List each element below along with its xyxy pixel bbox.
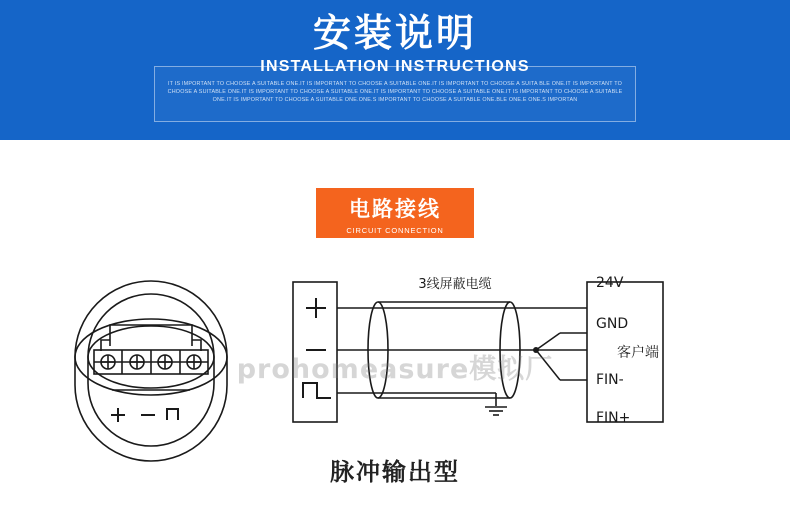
section-tag-label-cn: 电路接线 [349,197,441,221]
header-banner [0,0,790,140]
page-title: 安装说明 [312,11,477,55]
diagram-caption: 脉冲输出型 [330,458,460,486]
header-paragraph: IT IS IMPORTANT TO CHOOSE A SUITABLE ONE.IT IS IMPORTANT TO CHOOSE A SUITABLE ONE.IT IS IMPORTANT TO CHOOSE A SUITA BLE ONE.IT IS IMPORTANT TO CHOOSE A SUITABLE ONE.IT IS IMPORTANT TO CHOOSE A SUITABLE ONE.IT IS IMPORTANT TO CHOOSE A SUITABLE ONE.IT IS IMPORTANT TO CHOOSE A SUITABLE ONE.IT IS IMPORTANT TO CHOOSE A SUITABLE ONE.ONE.S IMPORTANT TO CHOOSE A SUITABLE ONE.BLE ONE.E ONE.S IMPORTAN [167,81,623,104]
terminal-label-fin-pos: FIN+ [596,410,631,426]
client-label: 客户端 [617,345,659,361]
device-terminal-symbols [303,298,331,398]
meter-terminal-strip [94,350,208,374]
cable-wires [337,308,587,393]
page-subtitle: INSTALLATION INSTRUCTIONS [260,58,530,75]
signal-split [533,333,587,380]
watermark: prohomeasure模拟厂 [236,354,554,385]
terminal-label-fin-neg: FIN- [596,372,624,388]
ground-symbol [485,393,507,415]
cable-label: 3线屏蔽电缆 [418,277,492,292]
section-tag [316,188,474,238]
meter-display-block [101,325,201,351]
section-tag-label-en: CIRCUIT CONNECTION [346,226,444,235]
terminal-label-gnd: GND [596,316,629,332]
meter-terminal-symbols [111,408,178,422]
terminal-label-24v: 24V [596,275,624,291]
